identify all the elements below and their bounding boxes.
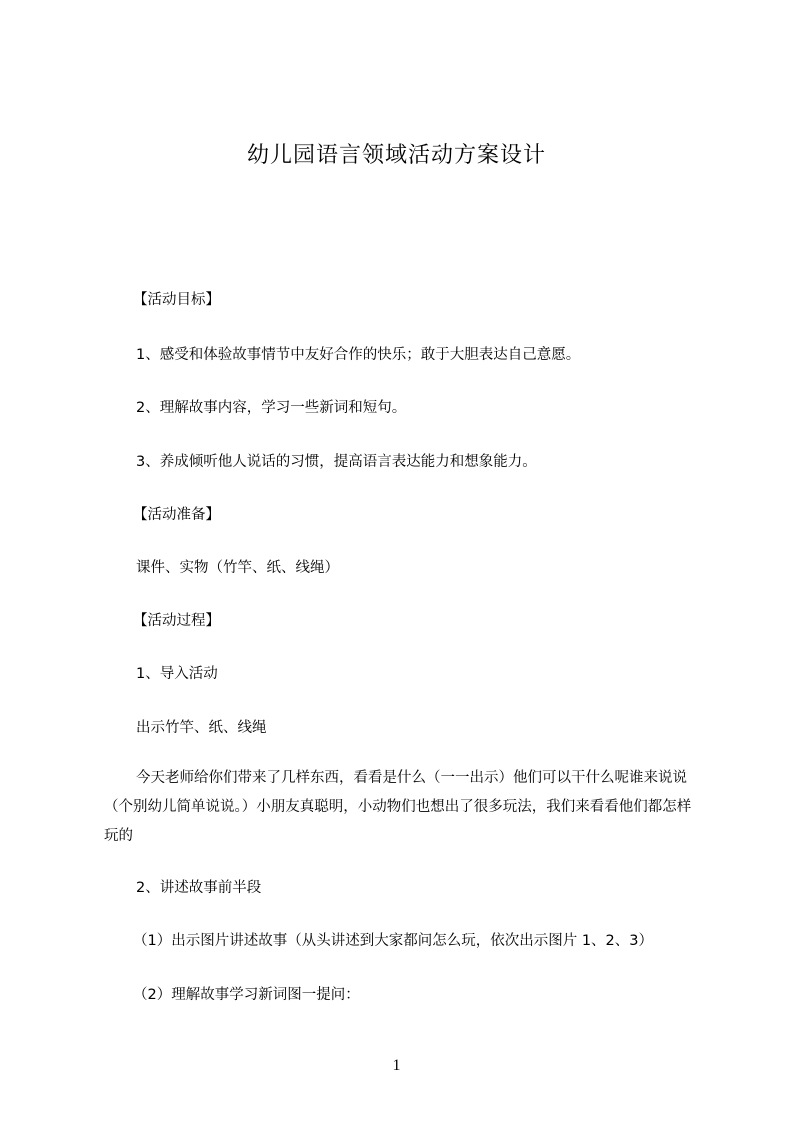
goal-item-3: 3、养成倾听他人说话的习惯，提高语言表达能力和想象能力。 xyxy=(136,454,537,470)
goals-heading: 【活动目标】 xyxy=(133,292,220,308)
page-number: 1 xyxy=(392,1057,401,1074)
prep-heading: 【活动准备】 xyxy=(133,507,220,523)
prep-text: 课件、实物（竹竿、纸、线绳） xyxy=(136,560,339,576)
step-2-sub-item-1: （1）出示图片讲述故事（从头讲述到大家都问怎么玩，依次出示图片 1、2、3） xyxy=(133,933,654,949)
process-heading: 【活动过程】 xyxy=(133,613,220,629)
goal-item-2: 2、理解故事内容，学习一些新词和短句。 xyxy=(136,400,407,416)
step-1-paragraph: 今天老师给你们带来了几样东西，看看是什么（一一出示）他们可以干什么呢谁来说说（个别幼儿简单说说。）小朋友真聪明，小动物们也想出了很多玩法，我们来看看他们都怎样玩的 xyxy=(104,770,692,844)
step-2-heading: 2、讲述故事前半段 xyxy=(136,880,262,896)
goal-item-1: 1、感受和体验故事情节中友好合作的快乐；敢于大胆表达自己意愿。 xyxy=(136,347,581,363)
document-title: 幼儿园语言领域活动方案设计 xyxy=(246,143,546,168)
step-1-heading: 1、导入活动 xyxy=(136,666,218,682)
step-2-sub-item-2: （2）理解故事学习新词图一提问： xyxy=(133,987,360,1003)
step-1-text: 出示竹竿、纸、线绳 xyxy=(136,720,267,736)
